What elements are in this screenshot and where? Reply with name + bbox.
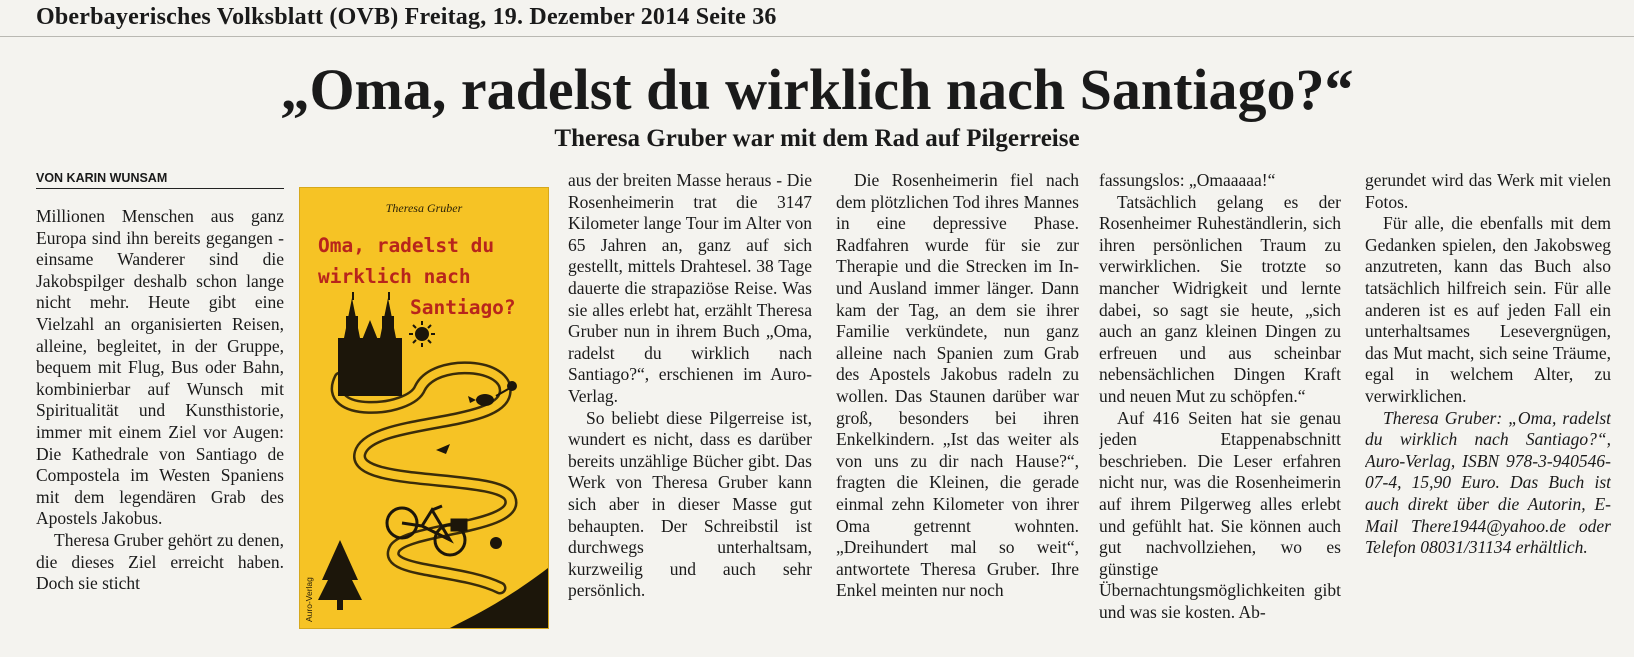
paragraph: So beliebt diese Pilgerreise ist, wundert es nicht, dass es darüber bereits unzählige Bücher gibt. Das Werk von Theresa Gruber kann sich aber in dieser Masse gut behaupten. Der Schreibstil ist durchwegs unterhaltsam, kurzweilig und auch sehr persönlich. xyxy=(568,407,812,601)
paragraph: aus der breiten Masse heraus - Die Rosenheimerin trat die 3147 Kilometer lange Tour im Alter von 65 Jahren an, ganz auf sich gestellt, mittels Drahtesel. 38 Tage dauerte die strapaziöse Reise. Was sie alles erlebt hat, erzählt Theresa Gruber nun in ihrem Buch „Oma, radelst du wirklich nach Santiago?“, erschienen im Auro-Verlag. xyxy=(568,170,812,406)
book-title xyxy=(318,230,528,323)
text-column-5 xyxy=(1365,170,1611,654)
paragraph: Auf 416 Seiten hat sie genau jeden Etappenabschnitt beschrieben. Die Leser erfahren nicht nur, was die Rosenheimerin auf ihrem Pilgerweg alles erlebt und gefühlt hat. Sie können auch gut nachvollziehen, wo es günstige Übernachtungsmöglichkeiten gibt und was sie kosten. Ab- xyxy=(1099,407,1341,622)
text-column-1 xyxy=(36,170,284,654)
text-column-3 xyxy=(836,170,1079,654)
book-title-line: Santiago? xyxy=(410,296,516,319)
book-title-line: Oma, radelst du xyxy=(318,234,495,257)
paragraph: Die Rosenheimerin fiel nach dem plötzlichen Tod ihres Mannes in eine depressive Phase. Radfahren wurde für sie zur Therapie und die Strecken im In- und Ausland immer länger. Dann kam der Tag, an dem sie ihrer Familie verkündete, nun ganz alleine nach Spanien zum Grab des Apostels Jakobus radeln zu wollen. Das Staunen darüber war groß, besonders bei ihren Enkelkindern. „Ist das weiter als von uns zu dir nach Hause?“, fragten die Kleinen, die gerade einmal zehn Kilometer von ihrer Oma getrennt wohnten. „Dreihundert mal so weit“, antwortete Theresa Gruber. Ihre Enkel meinten nur noch xyxy=(836,170,1079,601)
paragraph: fassungslos: „Omaaaaa!“ xyxy=(1099,170,1276,190)
byline: VON KARIN WUNSAM xyxy=(36,170,284,189)
masthead: Oberbayerisches Volksblatt (OVB) Freitag, 19. Dezember 2014 Seite 36 xyxy=(36,4,777,30)
masthead-divider xyxy=(0,36,1634,37)
article-subheadline: Theresa Gruber war mit dem Rad auf Pilgerreise xyxy=(554,125,1080,152)
tree-icon xyxy=(318,540,362,610)
paragraph: Für alle, die ebenfalls mit dem Gedanken spielen, den Jakobsweg anzutreten, kann das Buch also tatsächlich hilfreich sein. Für alle anderen ist es auf jeden Fall ein unterhaltsames Lesevergnügen, das Mut macht, sich seine Träume, egal in welchem Alter, zu verwirklichen. xyxy=(1365,213,1611,406)
book-publisher: Auro-Verlag xyxy=(304,577,314,622)
text-column-4 xyxy=(1099,170,1341,654)
book-author: Theresa Gruber xyxy=(385,201,463,215)
book-title-line: wirklich nach xyxy=(318,265,471,288)
bird-icon xyxy=(436,444,450,454)
paragraph: Tatsächlich gelang es der Rosenheimer Ruheständlerin, sich ihren persönlichen Traum zu verwirklichen. Sie trotzte so mancher Widrigkeit und lernte dabei, so sagt sie heute, „sich auch an ganz kleinen Dingen zu erfreuen und aus scheinbar nebensächlichen Dingen Kraft und neuen Mut zu schöpfen.“ xyxy=(1099,191,1341,406)
paragraph: Millionen Menschen aus ganz Europa sind ihn bereits gegangen - einsame Wanderer sind die Jakobspilger deshalb schon lange nicht mehr. Heute gibt eine Vielzahl an organisierten Reisen, alleine, begleitet, in der Gruppe, bequem mit Flug, Bus oder Bahn, kombinierbar auf Wunsch mit Spiritualität und Kunsthistorie, immer mit einem Ziel vor Augen: Die Kathedrale von Santiago de Compostela im Westen Spaniens mit dem legendären Grab des Apostels Jakobus. xyxy=(36,206,284,529)
book-cover-image xyxy=(300,188,548,628)
paragraph: Theresa Gruber gehört zu denen, die dieses Ziel erreicht haben. Doch sie sticht xyxy=(36,529,284,594)
text-column-2 xyxy=(568,170,812,654)
book-info-box: Theresa Gruber: „Oma, radelst du wirklich nach Santiago?“, Auro-Verlag, ISBN 978-3-940546-07-4, 15,90 Euro. Das Buch ist auch direkt über die Autorin, E-Mail There1944@yahoo.de oder Telefon 08031/31134 erhältlich. xyxy=(1365,407,1611,558)
article-headline: „Oma, radelst du wirklich nach Santiago?“ xyxy=(280,57,1354,122)
sun-icon xyxy=(409,321,435,347)
paragraph: gerundet wird das Werk mit vielen Fotos. xyxy=(1365,170,1611,212)
